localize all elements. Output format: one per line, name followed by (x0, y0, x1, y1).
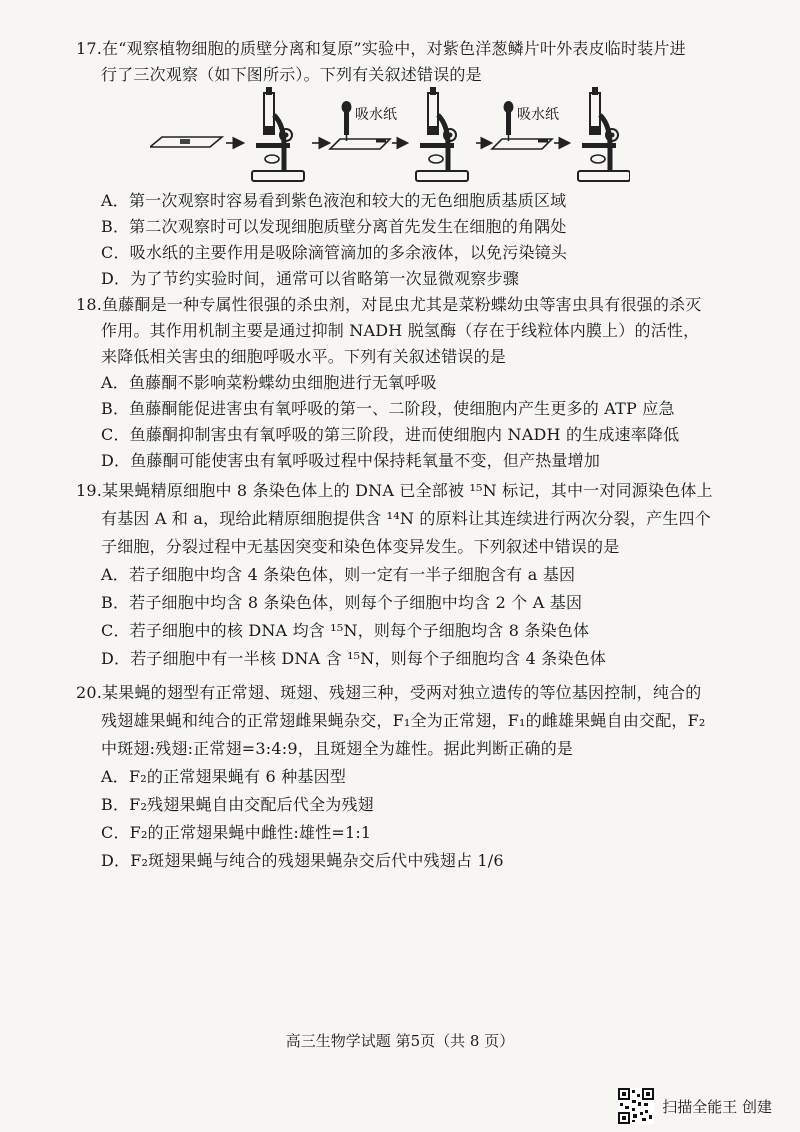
q17-stem-line-1 (76, 38, 686, 60)
q20-stem-line-2: 残翅雄果蝇和纯合的正常翅雌果蝇杂交，F₁全为正常翅，F₁的雌雄果蝇自由交配，F₂ (101, 711, 706, 730)
q17-number: 17. (76, 39, 103, 58)
page-footer: 高三生物学试题 第5页（共 8 页） (285, 1032, 515, 1050)
q19-stem-text-1: 某果蝇精原细胞中 8 条染色体上的 DNA 已全部被 ¹⁵N 标记，其中一对同源染色体上 (102, 481, 713, 500)
microscope-2-icon (416, 87, 468, 181)
q20-stem-text-1: 某果蝇的翅型有正常翅、斑翅、残翅三种，受两对独立遗传的等位基因控制，纯合的 (102, 683, 702, 702)
q19-option-c: C．若子细胞中的核 DNA 均含 ¹⁵N，则每个子细胞均含 8 条染色体 (101, 621, 590, 640)
q18-number: 18. (76, 295, 103, 314)
q18-stem-line-3: 来降低相关害虫的细胞呼吸水平。下列有关叙述错误的是 (101, 347, 507, 366)
blotting-paper-label-1: 吸水纸 (355, 107, 397, 123)
microscope-procedure-figure (150, 85, 630, 185)
slide-1-icon (150, 137, 222, 147)
q17-option-d: D．为了节约实验时间，通常可以省略第一次显微观察步骤 (101, 269, 520, 288)
q20-stem-line-1 (76, 682, 701, 704)
q20-option-a: A．F₂的正常翅果蝇有 6 种基因型 (101, 767, 347, 786)
scanner-watermark (618, 1088, 772, 1124)
blotting-paper-label-2: 吸水纸 (517, 107, 559, 123)
q19-stem-line-3: 子细胞，分裂过程中无基因突变和染色体变异发生。下列叙述中错误的是 (101, 537, 620, 556)
q17-option-a: A．第一次观察时容易看到紫色液泡和较大的无色细胞质基质区域 (101, 191, 567, 210)
q18-option-d: D．鱼藤酮可能使害虫有氧呼吸过程中保持耗氧量不变，但产热量增加 (101, 451, 601, 470)
q17-option-b: B．第二次观察时可以发现细胞质壁分离首先发生在细胞的角隅处 (101, 217, 567, 236)
q20-number: 20. (76, 683, 103, 702)
q18-option-c: C．鱼藤酮抑制害虫有氧呼吸的第三阶段，进而使细胞内 NADH 的生成速率降低 (101, 425, 680, 444)
q19-option-d: D．若子细胞中有一半核 DNA 含 ¹⁵N，则每个子细胞均含 4 条染色体 (101, 649, 607, 668)
q18-option-b: B．鱼藤酮能促进害虫有氧呼吸的第一、二阶段，使细胞内产生更多的 ATP 应急 (101, 399, 675, 418)
microscope-3-icon (578, 87, 630, 181)
q20-stem-line-3: 中斑翅:残翅:正常翅=3:4:9，且斑翅全为雄性。据此判断正确的是 (101, 739, 574, 758)
q20-option-c: C．F₂的正常翅果蝇中雌性:雄性=1:1 (101, 823, 372, 842)
microscope-1-icon (252, 87, 304, 181)
q20-option-d: D．F₂斑翅果蝇与纯合的残翅果蝇杂交后代中残翅占 1/6 (101, 851, 504, 870)
q18-stem-line-1 (76, 294, 701, 316)
qr-code-icon (618, 1088, 654, 1124)
q18-option-a: A．鱼藤酮不影响菜粉蝶幼虫细胞进行无氧呼吸 (101, 373, 437, 392)
q19-stem-line-1 (76, 480, 713, 502)
q19-option-a: A．若子细胞中均含 4 条染色体，则一定有一半子细胞含有 a 基因 (101, 565, 576, 584)
q19-option-b: B．若子细胞中均含 8 条染色体，则每个子细胞中均含 2 个 A 基因 (101, 593, 583, 612)
q17-stem-text-1: 在“观察植物细胞的质壁分离和复原”实验中，对紫色洋葱鳞片叶外表皮临时装片进 (102, 39, 686, 58)
q19-number: 19. (76, 481, 103, 500)
q17-option-c: C．吸水纸的主要作用是吸除滴管滴加的多余液体，以免污染镜头 (101, 243, 568, 262)
q17-stem-line-2: 行了三次观察（如下图所示）。下列有关叙述错误的是 (101, 65, 482, 84)
q19-stem-line-2: 有基因 A 和 a，现给此精原细胞提供含 ¹⁴N 的原料让其连续进行两次分裂，产生四个 (101, 509, 711, 528)
scanner-brand-text: 扫描全能王 创建 (662, 1097, 772, 1116)
q18-stem-text-1: 鱼藤酮是一种专属性很强的杀虫剂，对昆虫尤其是菜粉蝶幼虫等害虫具有很强的杀灭 (102, 295, 702, 314)
q20-option-b: B．F₂残翅果蝇自由交配后代全为残翅 (101, 795, 374, 814)
q18-stem-line-2: 作用。其作用机制主要是通过抑制 NADH 脱氢酶（存在于线粒体内膜上）的活性， (101, 321, 700, 340)
